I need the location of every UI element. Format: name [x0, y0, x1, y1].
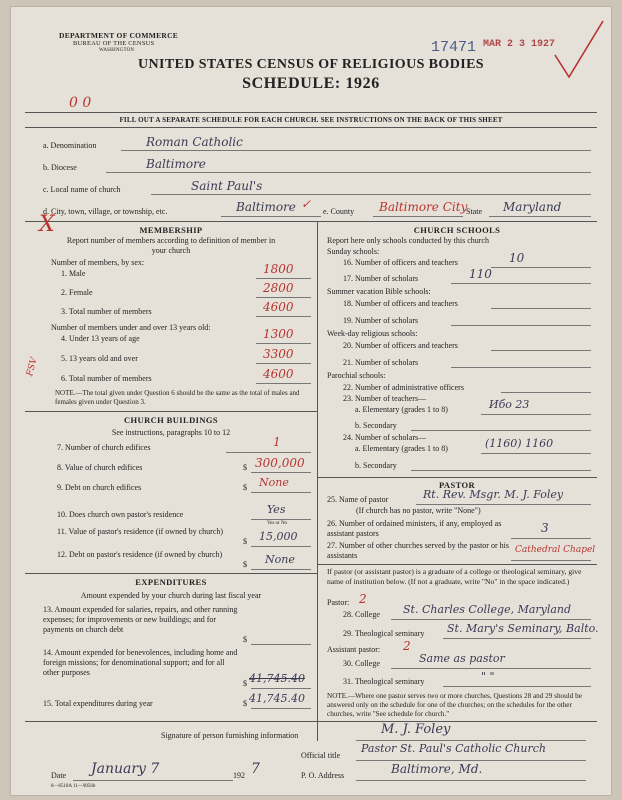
q23a-value: Ибо 23 — [489, 398, 530, 411]
q2-female-value: 2800 — [263, 281, 294, 295]
q24-label: 24. Number of scholars— — [343, 433, 427, 442]
q8-dollar: $ — [243, 463, 247, 472]
membership-intro: Report number of members according to definition of member in your church — [66, 236, 276, 255]
q9-label: 9. Debt on church edifices — [57, 483, 142, 492]
buildings-sub: See instructions, paragraphs 10 to 12 — [111, 428, 231, 437]
q22-label: 22. Number of administrative officers — [343, 383, 464, 392]
q18-label: 18. Number of officers and teachers — [343, 299, 458, 308]
city-field-label: d. City, town, village, or township, etc. — [43, 207, 168, 216]
q24a-label: a. Elementary (grades 1 to 8) — [355, 444, 448, 453]
corner-mark: 0 0 — [69, 95, 92, 111]
q12-value: None — [265, 553, 295, 566]
q24a-value: (1160) 1160 — [485, 437, 554, 450]
q26-label: 26. Number of ordained ministers, if any, employed as assistant pastors — [327, 519, 502, 538]
buildings-heading: CHURCH BUILDINGS — [123, 415, 218, 425]
q4-under13-label: 4. Under 13 years of age — [61, 334, 140, 343]
weekday-label: Week-day religious schools: — [327, 329, 418, 338]
q3-total-value: 4600 — [263, 300, 294, 314]
official-title-label: Official title — [301, 751, 341, 760]
form-number: 8—6518A 11—9056b — [51, 784, 96, 789]
state-value: Maryland — [503, 200, 562, 214]
expenditures-intro: Amount expended by your church during last fiscal year — [80, 591, 262, 600]
q24b-label: b. Secondary — [355, 461, 397, 470]
q13-dollar: $ — [243, 635, 247, 644]
date-value: January 7 — [91, 761, 160, 777]
q1-male-value: 1800 — [263, 262, 294, 276]
yes-no-hint: Yes or No — [267, 521, 288, 526]
q17-label: 17. Number of scholars — [343, 274, 419, 283]
year-prefix: 192 — [233, 771, 245, 780]
denomination-value: Roman Catholic — [146, 135, 243, 149]
assistant-mark: 2 — [403, 639, 411, 653]
q14-value-struck: 41,745.40 — [249, 672, 305, 685]
q27-value: Cathedral Chapel — [515, 545, 596, 555]
pastor-mark: 2 — [359, 592, 367, 606]
q23a-label: a. Elementary (grades 1 to 8) — [355, 405, 448, 414]
q5-over13-value: 3300 — [263, 347, 294, 361]
q26-value: 3 — [541, 521, 549, 535]
city-label: WASHINGTON — [99, 48, 135, 53]
q23-label: 23. Number of teachers— — [343, 394, 427, 403]
county-value: Baltimore City — [379, 200, 468, 214]
denomination-label: a. Denomination — [43, 141, 97, 150]
q6-total-label: 6. Total number of members — [61, 374, 152, 383]
signature-value: M. J. Foley — [381, 722, 451, 737]
city-value: Baltimore — [236, 200, 296, 214]
q2-female-label: 2. Female — [61, 288, 93, 297]
pastor-subheading: Pastor: — [327, 598, 350, 607]
official-title-value: Pastor St. Paul's Catholic Church — [361, 742, 546, 755]
parochial-label: Parochial schools: — [327, 371, 386, 380]
q31-label: 31. Theological seminary — [343, 677, 425, 686]
q8-label: 8. Value of church edifices — [57, 463, 143, 472]
q14-label: 14. Amount expended for benevolences, including home and foreign missions; for denominational support; and for all other purposes — [43, 648, 238, 677]
q16-value: 10 — [509, 251, 525, 265]
department-label: DEPARTMENT OF COMMERCE — [59, 31, 179, 40]
q29-value: St. Mary's Seminary, Balto. — [447, 622, 599, 635]
q12-label: 12. Debt on pastor's residence (if owned by church) — [57, 550, 223, 559]
diocese-value: Baltimore — [146, 157, 206, 171]
address-value: Baltimore, Md. — [391, 762, 483, 776]
membership-heading: MEMBERSHIP — [139, 225, 203, 235]
q19-label: 19. Number of scholars — [343, 316, 419, 325]
q9-dollar: $ — [243, 483, 247, 492]
graduate-note: If pastor (or assistant pastor) is a graduate of a college or theological seminary, give name of institution below. (If not a graduate, write "No" in the space indicated.) — [327, 567, 582, 586]
members-by-sex-label: Number of members, by sex: — [51, 258, 145, 267]
q15-label: 15. Total expenditures during year — [43, 699, 153, 708]
county-label: e. County — [323, 207, 355, 216]
q17-value: 110 — [469, 267, 492, 281]
check-mark-icon: ✓ — [301, 197, 312, 211]
membership-note: NOTE.—The total given under Question 6 should be the same as the total of males and females given under Question 3. — [55, 389, 300, 406]
q25-label: 25. Name of pastor — [327, 495, 389, 504]
q14-dollar: $ — [243, 679, 247, 688]
q15-value: 41,745.40 — [249, 692, 305, 705]
q30-label: 30. College — [343, 659, 380, 668]
bureau-label: BUREAU OF THE CENSUS — [73, 40, 155, 47]
q25-value: Rt. Rev. Msgr. M. J. Foley — [423, 488, 564, 501]
q1-male-label: 1. Male — [61, 269, 86, 278]
q10-value: Yes — [267, 503, 286, 516]
address-label: P. O. Address — [301, 771, 345, 780]
q31-value: " " — [481, 670, 495, 683]
x-mark: X — [39, 212, 55, 237]
q28-value: St. Charles College, Maryland — [403, 603, 572, 616]
church-name-value: Saint Paul's — [191, 179, 263, 193]
q15-dollar: $ — [243, 699, 247, 708]
pastor-heading: PASTOR — [438, 480, 476, 490]
q23b-label: b. Secondary — [355, 421, 397, 430]
form-title: UNITED STATES CENSUS OF RELIGIOUS BODIES — [137, 57, 484, 72]
fsv-mark: FSV — [25, 356, 40, 378]
schools-intro: Report here only schools conducted by this church — [327, 236, 489, 245]
q3-total-label: 3. Total number of members — [61, 307, 152, 316]
q11-value: 15,000 — [259, 530, 298, 543]
diocese-label: b. Diocese — [43, 163, 77, 172]
q28-label: 28. College — [343, 610, 380, 619]
assistant-subheading: Assistant pastor: — [327, 645, 381, 654]
q25-note: (If church has no pastor, write "None") — [356, 506, 481, 515]
sunday-label: Sunday schools: — [327, 247, 380, 256]
q4-under13-value: 1300 — [263, 327, 294, 341]
q7-label: 7. Number of church edifices — [57, 443, 151, 452]
q7-value: 1 — [273, 435, 281, 449]
date-label: Date — [51, 771, 67, 780]
state-label: State — [466, 207, 482, 216]
q11-dollar: $ — [243, 537, 247, 546]
q13-label: 13. Amount expended for salaries, repairs, and other running expenses; for improvements or new buildings; and for payments on church debt — [43, 605, 238, 634]
form-subtitle: SCHEDULE: 1926 — [242, 75, 380, 92]
q20-label: 20. Number of officers and teachers — [343, 341, 458, 350]
q16-label: 16. Number of officers and teachers — [343, 258, 458, 267]
q10-label: 10. Does church own pastor's residence — [57, 510, 184, 519]
summer-label: Summer vacation Bible schools: — [327, 287, 431, 296]
signature-label: Signature of person furnishing information — [161, 731, 299, 740]
q6-total-value: 4600 — [263, 367, 294, 381]
q12-dollar: $ — [243, 560, 247, 569]
q27-label: 27. Number of other churches served by the pastor or his assistants — [327, 541, 509, 560]
census-schedule-sheet — [10, 6, 612, 796]
age-heading: Number of members under and over 13 years old: — [51, 323, 211, 332]
pastor-note: NOTE.—Where one pastor serves two or more churches, Questions 28 and 29 should be answered only on the schedule for one of the churches; on the schedules for the other churches, write "See schedule for church." — [327, 692, 582, 718]
receipt-stamp-number: 17471 — [431, 39, 477, 56]
receipt-stamp-date: MAR 2 3 1927 — [483, 39, 556, 50]
q11-label: 11. Value of pastor's residence (if owned by church) — [57, 527, 224, 536]
q9-value: None — [259, 476, 289, 489]
q29-label: 29. Theological seminary — [343, 629, 425, 638]
q21-label: 21. Number of scholars — [343, 358, 419, 367]
year-digit: 7 — [251, 761, 260, 777]
instruction-banner: FILL OUT A SEPARATE SCHEDULE FOR EACH CHURCH. SEE INSTRUCTIONS ON THE BACK OF THIS SHEET — [119, 116, 503, 124]
q8-value: 300,000 — [255, 456, 305, 470]
q30-value: Same as pastor — [419, 652, 505, 665]
expenditures-heading: EXPENDITURES — [135, 577, 207, 587]
schools-heading: CHURCH SCHOOLS — [413, 225, 501, 235]
church-name-label: c. Local name of church — [43, 185, 121, 194]
q5-over13-label: 5. 13 years old and over — [61, 354, 138, 363]
